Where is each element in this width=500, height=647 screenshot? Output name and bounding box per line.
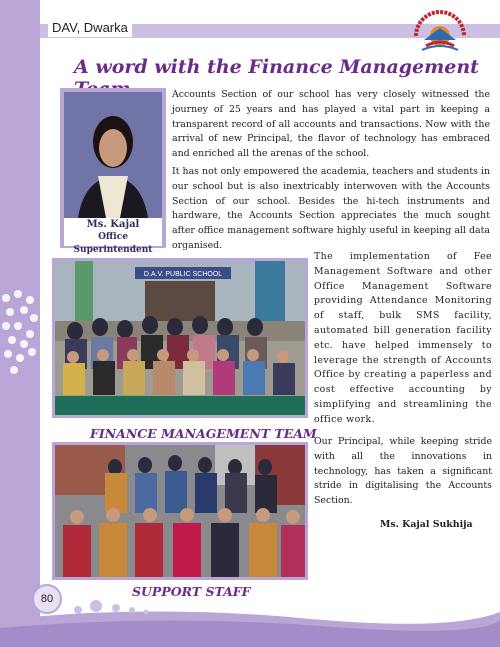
- dav-logo-icon: [410, 10, 470, 56]
- paragraph-3: The implementation of Fee Management Software and other Office Management Software providing Attendance Monitoring of staff, bulk SMS facility, automated bill generation facility etc. have helped immensely to leverage the strength of Accounts Office by creating a paperless and cost effective accounting by simplifying and streamlining the office work.: [314, 251, 492, 425]
- school-sign: D.A.V. PUBLIC SCHOOL: [143, 271, 223, 278]
- portrait-caption: [64, 218, 162, 255]
- portrait-designation: Office Superintendent: [73, 232, 153, 255]
- finance-team-caption: FINANCE MANAGEMENT TEAM: [90, 426, 317, 441]
- school-name: DAV, Dwarka: [48, 18, 132, 37]
- dot-pattern: [0, 288, 40, 378]
- portrait-name: Ms. Kajal: [86, 219, 140, 230]
- support-staff-caption: SUPPORT STAFF: [132, 584, 251, 599]
- portrait-photo: [64, 92, 162, 218]
- paragraph-1: Accounts Section of our school has very closely witnessed the journey of 25 years and has played a vital part in keeping a transparent record of all accounts and transactions. Now with the arrival of new Principal, the flavor of technology has embraced and enriched all the arenas of the school.: [172, 89, 490, 160]
- finance-team-photo: [52, 258, 308, 418]
- support-staff-photo: [52, 442, 308, 580]
- article-title: A word with the Finance Management: [74, 56, 479, 78]
- paragraph-2: It has not only empowered the academia, teachers and students in our school but is also inextricably interwoven with the Accounts Section of our school. Besides the hi-tech instruments and hardware, the Accounts Section appreciates the much sought after office management software highly useful in keeping all data organised.: [172, 166, 490, 251]
- paragraph-4: Our Principal, while keeping stride with all the innovations in technology, has taken a significant stride in digitalising the Accounts Section.: [314, 436, 492, 507]
- signature: Ms. Kajal Sukhija: [380, 519, 473, 530]
- page-number: 80: [32, 584, 62, 614]
- footer-wave: [0, 598, 500, 647]
